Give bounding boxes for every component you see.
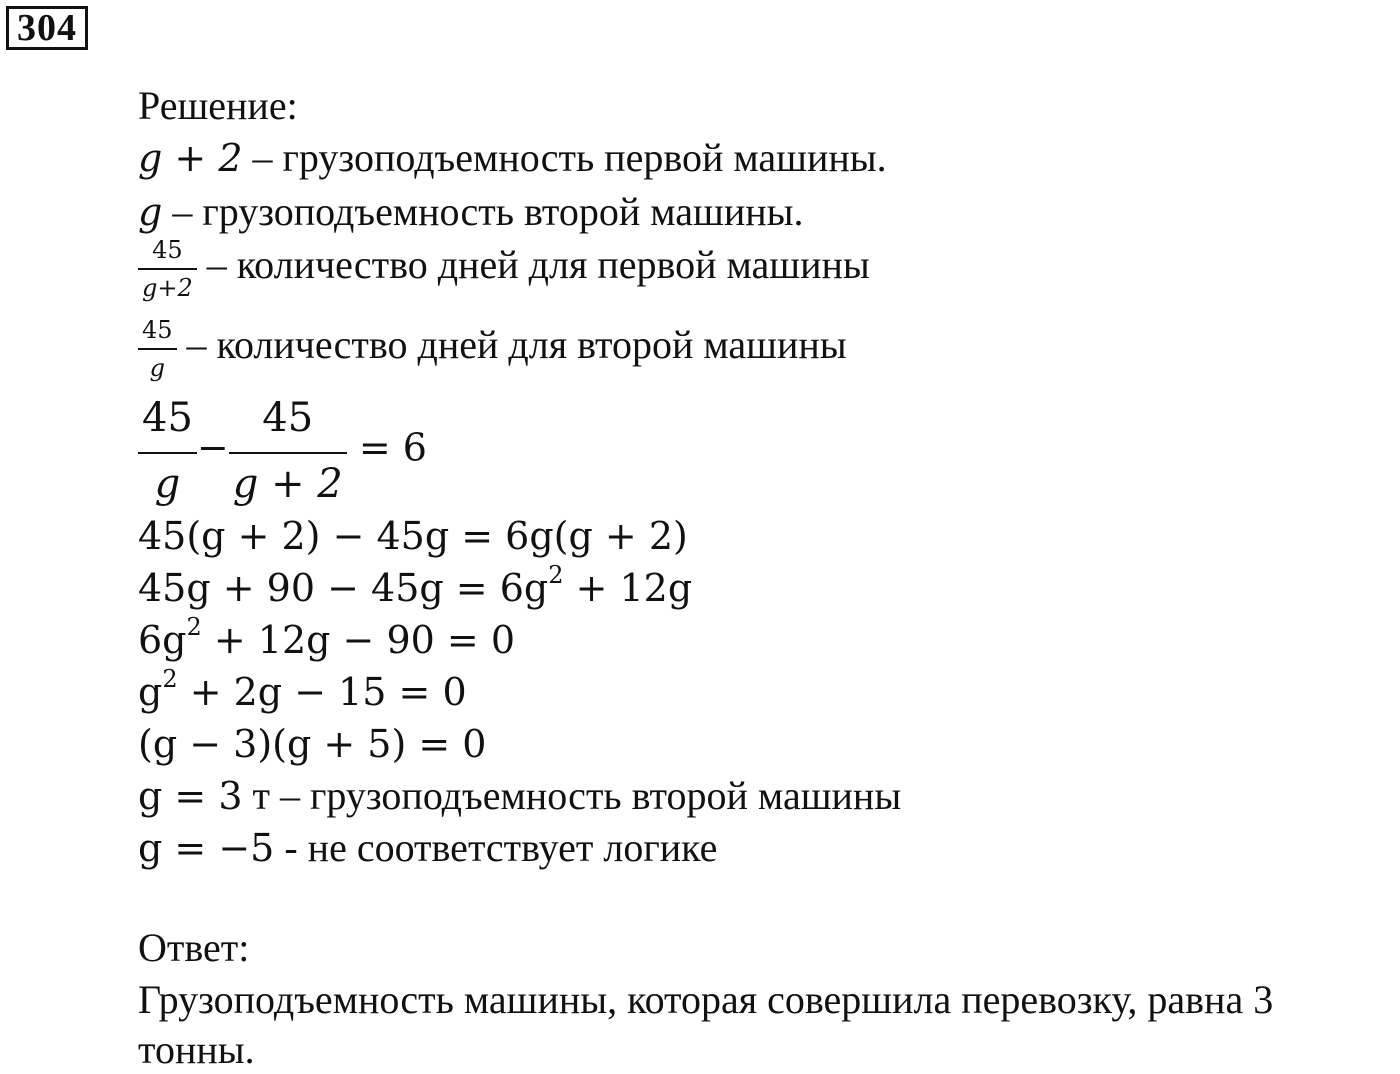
- step-5: (g − 3)(g + 5) = 0: [138, 722, 487, 766]
- root-1: [138, 772, 901, 820]
- equation-fraction-45-over-g: [138, 395, 197, 507]
- fraction-denominator: g+2: [142, 274, 193, 302]
- solution-heading: Решение:: [138, 83, 298, 128]
- step-4: [138, 665, 467, 716]
- step-2-tail: + 12g: [563, 566, 693, 610]
- step-4-tail: + 2g − 15 = 0: [177, 670, 467, 714]
- days-first-text: – количество дней для первой машины: [196, 242, 870, 288]
- root-2-math: g = −5: [138, 826, 275, 870]
- step-2: [138, 561, 693, 612]
- fraction-45-over-g-plus-2: [138, 238, 197, 300]
- definition-first-capacity: [138, 134, 887, 182]
- expr-g: g: [138, 190, 163, 234]
- step-4-head: g: [138, 670, 163, 714]
- root-2-text: - не соответствует логике: [274, 825, 718, 870]
- exponent: 2: [548, 561, 564, 589]
- exponent: 2: [186, 613, 202, 641]
- definition-days-first: [138, 238, 870, 300]
- second-capacity-text: – грузоподъемность второй машины.: [162, 189, 804, 234]
- step-3-tail: + 12g − 90 = 0: [201, 618, 515, 662]
- definition-second-capacity: [138, 188, 804, 236]
- root-2: [138, 824, 717, 872]
- root-1-text: т – грузоподъемность второй машины: [242, 773, 902, 818]
- equation-rhs: = 6: [346, 425, 427, 470]
- step-2-head: 45g + 90 − 45g = 6g: [138, 566, 549, 610]
- step-3: [138, 613, 515, 664]
- step-1: 45(g + 2) − 45g = 6g(g + 2): [138, 514, 688, 558]
- fraction-numerator: 45: [262, 395, 314, 441]
- fraction-denominator: g: [154, 461, 181, 507]
- answer-line-1: Грузоподъемность машины, которая совершила перевозку, равна 3: [138, 977, 1274, 1022]
- problem-number: 304: [6, 6, 88, 50]
- root-1-math: g = 3: [138, 774, 243, 818]
- exponent: 2: [162, 665, 178, 693]
- equation-fraction-45-over-g-plus-2: [229, 395, 347, 507]
- expr-g-plus-2: g + 2: [138, 136, 243, 180]
- fraction-numerator: 45: [142, 395, 193, 441]
- fraction-numerator: 45: [152, 236, 183, 264]
- main-equation: [138, 395, 427, 507]
- definition-days-second: [138, 318, 847, 380]
- answer-heading: Ответ:: [138, 925, 250, 970]
- answer-line-2: тонны.: [138, 1027, 255, 1072]
- minus-sign: −: [196, 425, 229, 470]
- step-3-head: 6g: [138, 618, 187, 662]
- days-second-text: – количество дней для второй машины: [176, 322, 847, 368]
- first-capacity-text: – грузоподъемность первой машины.: [242, 135, 887, 180]
- fraction-45-over-g: [138, 318, 177, 380]
- fraction-denominator: g + 2: [232, 461, 343, 507]
- fraction-denominator: g: [149, 354, 165, 382]
- fraction-numerator: 45: [142, 316, 173, 344]
